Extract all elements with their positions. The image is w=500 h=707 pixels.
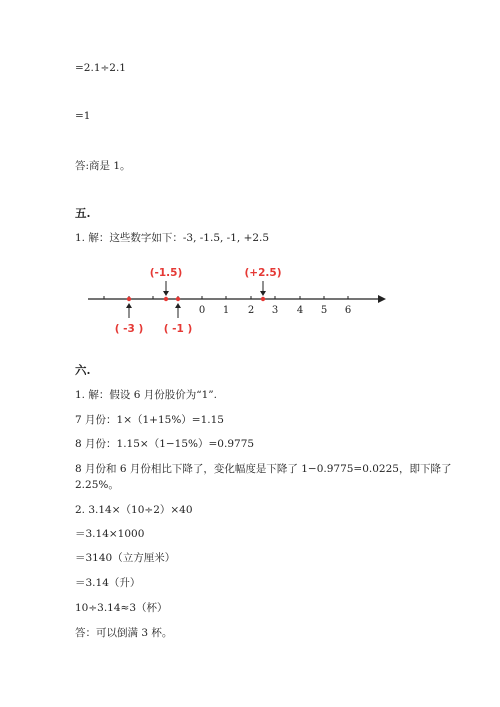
point-minus-3	[127, 297, 131, 301]
tick-label-5: 5	[320, 305, 328, 316]
point-minus-1	[176, 297, 180, 301]
tick-label-2: 2	[247, 305, 255, 316]
arrowhead-below-1	[126, 303, 132, 308]
arrowhead-above-2	[260, 291, 266, 296]
label-minus-3: ( -3 )	[114, 323, 144, 335]
arrowhead-below-2	[175, 303, 181, 308]
section-6-line-3: 8 月份：1.15×（1−15%）=0.9775	[75, 438, 255, 450]
section-6-line-5: 2. 3.14×（10÷2）×40	[75, 504, 193, 516]
section-6-line-9: 10÷3.14≈3（杯）	[75, 602, 168, 614]
number-line-diagram	[80, 262, 390, 344]
section-5-heading: 五.	[75, 206, 91, 220]
label-minus-1: ( -1 )	[163, 323, 193, 335]
tick-label-1: 1	[222, 305, 230, 316]
line-calc-1: =2.1÷2.1	[75, 62, 126, 74]
tick-label-3: 3	[271, 305, 279, 316]
section-6-line-7: ＝3140（立方厘米）	[75, 552, 176, 564]
section-6-line-6: ＝3.14×1000	[75, 528, 145, 540]
section-6-line-4b: 2.25%。	[75, 479, 119, 491]
line-calc-2: =1	[75, 110, 91, 122]
point-minus-1-5	[164, 297, 168, 301]
tick-label-0: 0	[198, 305, 206, 316]
point-plus-2-5	[261, 297, 265, 301]
tick-label-6: 6	[344, 305, 352, 316]
section-5-intro: 1. 解：这些数字如下：-3, -1.5, -1, +2.5	[75, 232, 270, 244]
section-6-line-8: ＝3.14（升）	[75, 577, 141, 589]
tick-label-4: 4	[296, 305, 304, 316]
answer-line: 答:商是 1。	[75, 160, 131, 172]
axis-arrowhead	[378, 295, 386, 303]
section-6-heading: 六.	[75, 363, 91, 377]
section-6-line-1: 1. 解：假设 6 月份股价为“1”.	[75, 389, 217, 401]
label-plus-2-5: (+2.5)	[244, 267, 282, 279]
label-minus-1-5: (-1.5)	[149, 267, 183, 279]
arrowhead-above-1	[163, 291, 169, 296]
section-6-line-4a: 8 月份和 6 月份相比下降了，变化幅度是下降了 1−0.9775=0.0225，即下降了	[75, 463, 452, 475]
section-6-line-2: 7 月份：1×（1+15%）=1.15	[75, 414, 224, 426]
section-6-line-10: 答：可以倒满 3 杯。	[75, 627, 173, 639]
